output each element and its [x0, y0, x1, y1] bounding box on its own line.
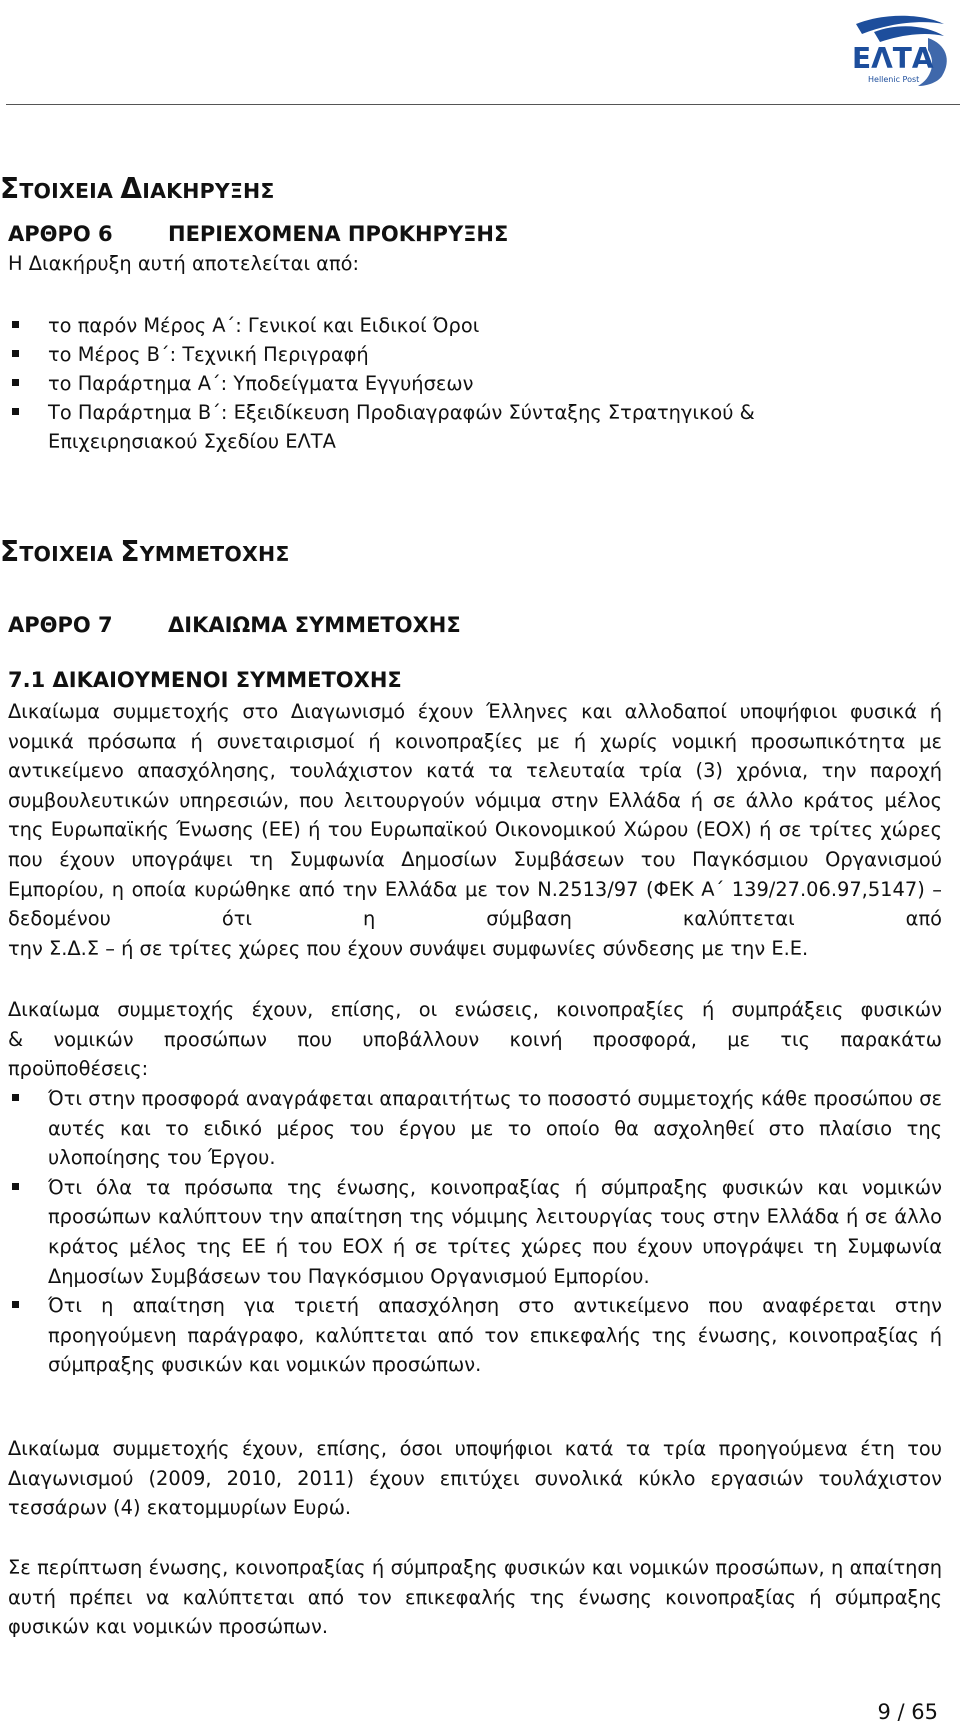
- subsection-7-1-heading: 7.1 ΔΙΚΑΙΟΥΜΕΝΟΙ ΣΥΜΜΕΤΟΧΗΣ: [8, 668, 402, 692]
- section-title-tender-info: ΣΤΟΙΧΕΙΑ ΔΙΑΚΗΡΥΞΗΣ: [0, 172, 275, 205]
- article-7-paragraph-4: Σε περίπτωση ένωσης, κοινοπραξίας ή σύμπραξης φυσικών και νομικών προσώπων, η απαίτηση αυτή πρέπει να καλύπτεται από τον επικεφαλής της ένωσης κοινοπραξίας ή σύμπραξης φυσικών και νομικών προσώπων.: [8, 1556, 942, 1639]
- article-number: ΑΡΘΡΟ 6: [8, 222, 113, 246]
- svg-text:ΕΛΤΑ: ΕΛΤΑ: [852, 42, 934, 75]
- article-name: ΔΙΚΑΙΩΜΑ ΣΥΜΜΕΤΟΧΗΣ: [168, 613, 461, 637]
- article-7-conditions-list: [8, 1084, 942, 1380]
- bullet-square-icon: [12, 350, 19, 357]
- bullet-square-icon: [12, 1183, 19, 1190]
- section-title-participation: ΣΤΟΙΧΕΙΑ ΣΥΜΜΕΤΟΧΗΣ: [0, 535, 290, 568]
- bullet-square-icon: [12, 321, 19, 328]
- list-item: Ότι στην προσφορά αναγράφεται απαραιτήτως το ποσοστό συμμετοχής κάθε προσώπου σε αυτές και το ειδικό μέρος του έργου με το οποίο θα ασχοληθεί στο πλαίσιο της υλοποίησης του Έργου.: [8, 1084, 942, 1173]
- article-7-paragraph-2: Δικαίωμα συμμετοχής έχουν, επίσης, οι ενώσεις, κοινοπραξίες ή συμπράξεις φυσικών & νομικών προσώπων που υποβάλλουν κοινή προσφορά, με τις παρακάτω προϋποθέσεις:: [8, 998, 942, 1081]
- bullet-square-icon: [12, 1094, 19, 1101]
- header-divider: [6, 104, 960, 105]
- list-item: το Μέρος Β΄: Τεχνική Περιγραφή: [12, 340, 755, 369]
- elta-logo: [816, 10, 956, 90]
- bullet-square-icon: [12, 1301, 19, 1308]
- list-item: Το Παράρτημα Β΄: Εξειδίκευση Προδιαγραφών Σύνταξης Στρατηγικού &: [12, 398, 755, 427]
- list-item: Ότι όλα τα πρόσωπα της ένωσης, κοινοπραξίας ή σύμπραξης φυσικών και νομικών προσώπων καλύπτουν την απαίτηση της νόμιμης λειτουργίας τους στην Ελλάδα ή σε άλλο κράτος μέλος της ΕΕ ή του ΕΟΧ ή σε τρίτες χώρες που έχουν υπογράψει τη Συμφωνία Δημοσίων Συμβάσεων του Παγκόσμιου Οργανισμού Εμπορίου.: [8, 1173, 942, 1291]
- article-7-heading: [8, 613, 461, 637]
- bullet-square-icon: [12, 379, 19, 386]
- article-7-paragraph-1: Δικαίωμα συμμετοχής στο Διαγωνισμό έχουν Έλληνες και αλλοδαποί υποψήφιοι φυσικά ή νομικά πρόσωπα ή συνεταιρισμοί ή κοινοπραξίες με ή χωρίς νομική προσωπικότητα με αντικείμενο απασχόλησης, τουλάχιστον κατά τα τελευταία τρία (3) χρόνια, την παροχή συμβουλευτικών υπηρεσιών, που λειτουργούν νόμιμα στην Ελλάδα ή σε άλλο κράτος μέλος της Ευρωπαϊκής Ένωσης (ΕΕ) ή του Ευρωπαϊκού Οικονομικού Χώρου (ΕΟΧ) ή σε τρίτες χώρες που έχουν υπογράψει τη Συμφωνία Δημοσίων Συμβάσεων του Παγκόσμιου Οργανισμού Εμπορίου, η οποία κυρώθηκε από την Ελλάδα με τον Ν.2513/97 (ΦΕΚ Α΄ 139/27.06.97,5147) – δεδομένου ότι η σύμβαση καλύπτεται από την Σ.Δ.Σ – ή σε τρίτες χώρες που έχουν συνάψει συμφωνίες σύνδεσης με την Ε.Ε.: [8, 700, 942, 960]
- svg-text:Hellenic Post: Hellenic Post: [868, 75, 920, 84]
- article-6-intro: Η Διακήρυξη αυτή αποτελείται από:: [8, 252, 360, 275]
- list-item-continuation: Επιχειρησιακού Σχεδίου ΕΛΤΑ: [48, 430, 336, 453]
- page-header: [6, 0, 960, 106]
- list-item: το Παράρτημα Α΄: Υποδείγματα Εγγυήσεων: [12, 369, 755, 398]
- article-6-contents-list: [12, 311, 755, 456]
- article-6-heading: [8, 222, 509, 246]
- bullet-square-icon: [12, 408, 19, 415]
- article-7-paragraph-3: Δικαίωμα συμμετοχής έχουν, επίσης, όσοι υποψήφιοι κατά τα τρία προηγούμενα έτη του Διαγωνισμού (2009, 2010, 2011) έχουν επιτύχει συνολικά κύκλο εργασιών τουλάχιστον τεσσάρων (4) εκατομμυρίων Ευρώ.: [8, 1437, 942, 1520]
- article-number: ΑΡΘΡΟ 7: [8, 613, 113, 637]
- article-name: ΠΕΡΙΕΧΟΜΕΝΑ ΠΡΟΚΗΡΥΞΗΣ: [168, 222, 509, 246]
- list-item: Ότι η απαίτηση για τριετή απασχόληση στο αντικείμενο που αναφέρεται στην προηγούμενη παράγραφο, καλύπτεται από τον επικεφαλής της ένωσης, κοινοπραξίας ή σύμπραξης φυσικών και νομικών προσώπων.: [8, 1291, 942, 1380]
- page-number: 9 / 65: [877, 1700, 938, 1724]
- list-item: το παρόν Μέρος Α΄: Γενικοί και Ειδικοί Όροι: [12, 311, 755, 340]
